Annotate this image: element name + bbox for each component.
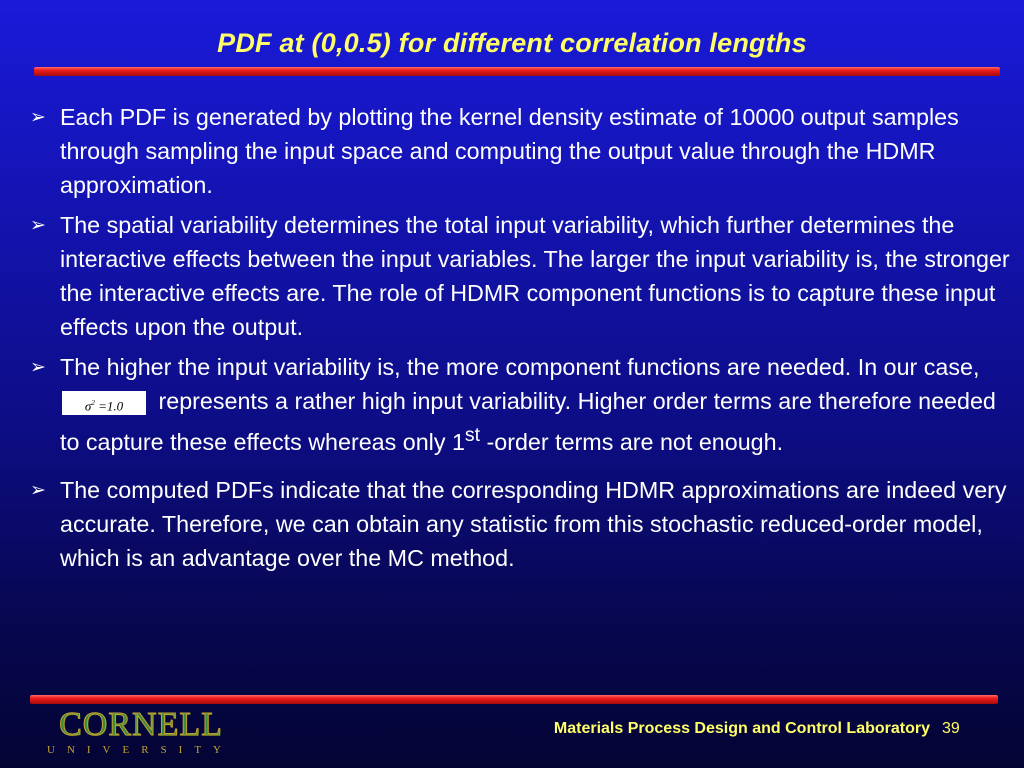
bullet-item <box>30 350 1015 459</box>
bullet-list <box>30 100 1015 581</box>
bullet-text: represents a rather high input variability. Higher order terms are therefore needed to capture these effects whereas only 1 <box>60 388 996 455</box>
bullet-text: The higher the input variability is, the more component functions are needed. In our case, <box>60 354 980 380</box>
arrow-bullet-icon: ➢ <box>30 356 46 378</box>
bullet-text: The computed PDFs indicate that the corresponding HDMR approximations are indeed very accurate. Therefore, we can obtain any statistic from this stochastic reduced-order model, which is an advantage over the MC method. <box>60 476 1007 571</box>
bullet-text: The spatial variability determines the total input variability, which further determines the interactive effects between the input variables. The larger the input variability is, the stronger the interactive effects are. The role of HDMR component functions is to capture these input effects upon the output. <box>60 212 1010 340</box>
page-number: 39 <box>942 720 960 737</box>
bullet-text: Each PDF is generated by plotting the kernel density estimate of 10000 output samples through sampling the input space and computing the output value through the HDMR approximation. <box>60 104 959 198</box>
arrow-bullet-icon: ➢ <box>30 478 46 501</box>
sigma-symbol: σ <box>84 398 92 414</box>
bullet-item <box>30 473 1015 575</box>
title-divider <box>34 67 1000 76</box>
logo-wordmark: CORNELL <box>59 706 223 743</box>
bullet-text-end: -order terms are not enough. <box>480 428 784 455</box>
lab-name: Materials Process Design and Control Laboratory <box>553 720 930 737</box>
bullet-item <box>30 100 1015 202</box>
ordinal-suffix: st <box>464 424 481 446</box>
footer-divider <box>30 695 998 704</box>
cornell-logo <box>36 706 246 762</box>
logo-subtitle: UNIVERSITY <box>47 744 233 756</box>
variance-equation <box>62 391 146 415</box>
slide-title: PDF at (0,0.5) for different correlation lengths <box>217 28 807 58</box>
equation-rhs: =1.0 <box>98 398 124 414</box>
bullet-item <box>30 208 1015 344</box>
arrow-bullet-icon: ➢ <box>30 106 46 128</box>
arrow-bullet-icon: ➢ <box>30 214 46 236</box>
sigma-exponent: 2 <box>91 398 95 407</box>
